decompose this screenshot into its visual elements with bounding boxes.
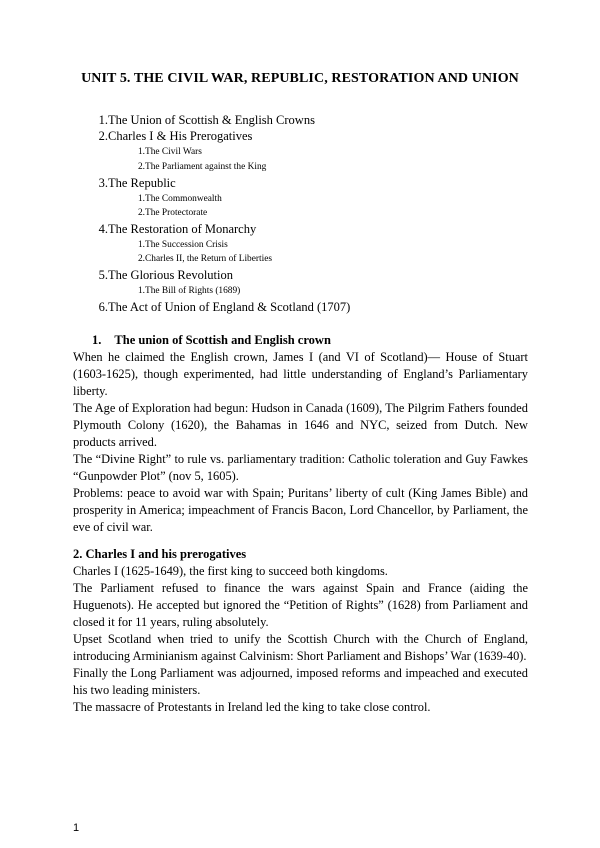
- toc-subitem-number: 1.: [137, 240, 145, 250]
- toc-subitem-label: The Civil Wars: [145, 147, 202, 157]
- paragraph: The massacre of Protestants in Ireland led the king to take close control.: [73, 700, 431, 714]
- toc-subitem: [137, 240, 228, 250]
- paragraph: Finally the Long Parliament was adjourned, imposed reforms and impeached and executed his two leading ministers.: [73, 666, 528, 698]
- toc-subitem-label: Charles II, the Return of Liberties: [145, 254, 273, 264]
- toc-subitem-label: The Parliament against the King: [145, 162, 267, 172]
- paragraph: When he claimed the English crown, James I (and VI of Scotland)— House of Stuart (1603-1625), though experimented, had little understanding of England’s Parliamentary liberty.: [73, 350, 528, 399]
- toc-item-label: The Act of Union of England & Scotland (1707): [108, 300, 351, 314]
- toc-subitem: [137, 208, 208, 218]
- toc-item-label: The Glorious Revolution: [108, 268, 233, 282]
- toc-item-label: The Republic: [108, 176, 176, 190]
- section-number: 1.: [92, 333, 102, 347]
- paragraph: The Age of Exploration had begun: Hudson in Canada (1609), The Pilgrim Fathers founded Plymouth Colony (1620), the Bahamas in 1646 and NYC, seized from Dutch. New products arrived.: [73, 401, 528, 450]
- section-title: The union of Scottish and English crown: [114, 333, 331, 347]
- page-number: 1: [73, 822, 80, 834]
- paragraph: Upset Scotland when tried to unify the Scottish Church with the Church of England, introducing Arminianism against Calvinism: Short Parliament and Bishops’ War (1639-40).: [73, 632, 528, 664]
- paragraph: The Parliament refused to finance the wars against Spain and France (aiding the Huguenots). He accepted but ignored the “Petition of Rights” (1628) from Parliament and closed it for 11 years, ruling absolutely.: [73, 581, 528, 630]
- toc-subitem-number: 2.: [137, 208, 145, 218]
- toc-subitem-number: 1.: [137, 286, 145, 296]
- toc-item-number: 4.: [98, 222, 108, 236]
- toc-subitem: [137, 286, 241, 296]
- paragraph: Charles I (1625-1649), the first king to succeed both kingdoms.: [73, 564, 388, 578]
- toc-subitem: [137, 194, 222, 204]
- toc-item-number: 5.: [98, 268, 108, 282]
- paragraph: The “Divine Right” to rule vs. parliamentary tradition: Catholic toleration and Guy Fawkes “Gunpowder Plot” (nov 5, 1605).: [73, 452, 528, 484]
- toc-item: [98, 268, 233, 283]
- toc-item: [98, 300, 351, 315]
- toc-item: [98, 222, 257, 237]
- toc-item: [98, 176, 176, 191]
- toc-item: [98, 113, 315, 128]
- toc-subitem: [137, 162, 267, 172]
- paragraph: Problems: peace to avoid war with Spain; Puritans’ liberty of cult (King James Bible) and prosperity in America; impeachment of Francis Bacon, Lord Chancellor, by Parliament, the eve of civil war.: [73, 486, 528, 535]
- toc-item-label: The Restoration of Monarchy: [108, 222, 257, 236]
- page-title: UNIT 5. THE CIVIL WAR, REPUBLIC, RESTORATION AND UNION: [81, 71, 519, 86]
- toc-subitem: [137, 254, 273, 264]
- section-heading: 2. Charles I and his prerogatives: [73, 547, 247, 561]
- toc-subitem-number: 1.: [137, 147, 145, 157]
- toc-item-label: Charles I & His Prerogatives: [108, 129, 253, 143]
- toc-item-number: 6.: [98, 300, 108, 314]
- toc-subitem-label: The Protectorate: [145, 208, 208, 218]
- toc-item-number: 1.: [98, 113, 108, 127]
- toc-subitem: [137, 147, 202, 157]
- toc-item-number: 3.: [98, 176, 108, 190]
- toc-subitem-number: 1.: [137, 194, 145, 204]
- toc-item-label: The Union of Scottish & English Crowns: [108, 113, 315, 127]
- toc-item-number: 2.: [98, 129, 108, 143]
- toc-subitem-label: The Commonwealth: [145, 194, 222, 204]
- toc-item: [98, 129, 253, 144]
- toc-subitem-number: 2.: [137, 254, 145, 264]
- toc-subitem-label: The Bill of Rights (1689): [145, 286, 241, 296]
- toc-subitem-label: The Succession Crisis: [145, 240, 228, 250]
- section-heading: [92, 333, 331, 348]
- toc-subitem-number: 2.: [137, 162, 145, 172]
